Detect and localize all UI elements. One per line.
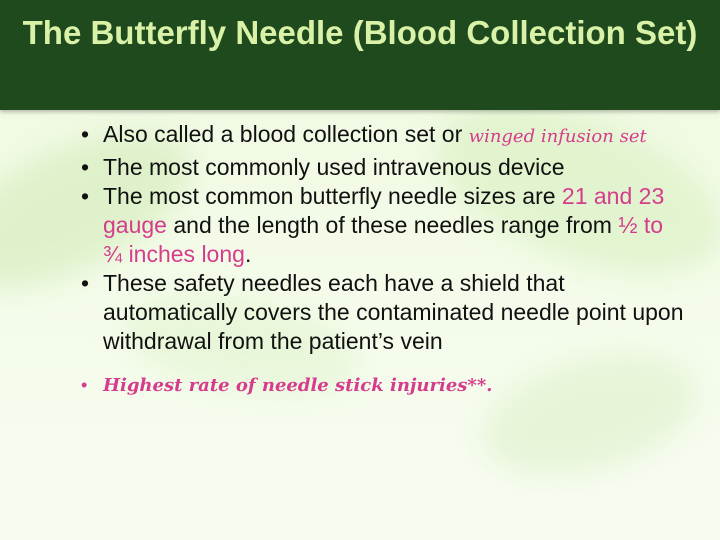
bullet-dot: • bbox=[81, 375, 88, 395]
bullet-text: Also called a blood collection set or bbox=[103, 121, 469, 147]
bullet-text: The most commonly used intravenous device bbox=[103, 154, 565, 180]
bullet-text: . bbox=[244, 241, 252, 267]
bullet-item-2 bbox=[78, 153, 688, 182]
bullet-item-4 bbox=[78, 269, 688, 356]
bullet-text: and the length of these needles range from bbox=[166, 212, 619, 238]
bullet-dot: • bbox=[81, 154, 90, 180]
slide-title: The Butterfly Needle (Blood Collection Set) bbox=[22, 14, 698, 51]
bullet-text: These safety needles each have a shield that automatically covers the contaminated needle point upon withdrawal from the patient’s vein bbox=[103, 270, 684, 354]
title-bar bbox=[0, 0, 720, 110]
bullet-item-5 bbox=[78, 371, 688, 400]
bullet-highlight: 21 and 23 gauge bbox=[103, 183, 665, 238]
bullet-text: The most common butterfly needle sizes are bbox=[103, 183, 562, 209]
bullet-dot: • bbox=[81, 121, 90, 147]
bullet-item-3 bbox=[78, 182, 688, 269]
bullet-highlight: Highest rate of needle stick injuries**. bbox=[103, 375, 493, 396]
bullet-highlight: ½ to ¾ inches long bbox=[103, 212, 664, 267]
bullet-list bbox=[78, 120, 688, 400]
bullet-dot: • bbox=[81, 270, 90, 296]
bullet-highlight: winged infusion set bbox=[468, 126, 647, 147]
bullet-dot: • bbox=[81, 183, 90, 209]
bullet-item-1 bbox=[78, 120, 688, 151]
